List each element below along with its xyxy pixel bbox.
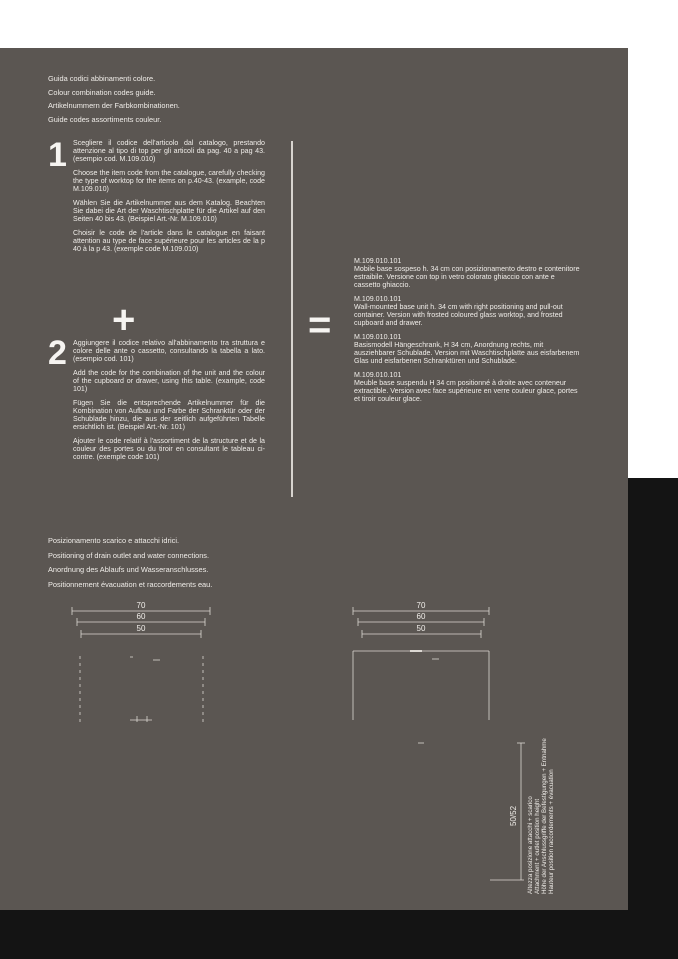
intro-line-en: Colour combination codes guide. [48, 87, 156, 97]
intro-line-it: Guida codici abbinamenti colore. [48, 74, 156, 83]
result-fr-text: Meuble base suspendu H 34 cm positionné à droite avec conteneur extractible. Version avec face supérieure en verre couleur glace, portes et tiroir couleur glace. [354, 379, 578, 403]
step-2-fr: Ajouter le code relatif à l'assortiment de la structure et de la couleur des portes ou du tiroir en consultant le tableau ci-contre. (exemple code 101) [73, 437, 265, 461]
height-legend-fr: Hauteur position raccordements + évacuation [548, 769, 555, 894]
height-legend-it: Altezza posizione attacchi + scarico [527, 796, 534, 894]
drain-line-en: Positioning of drain outlet and water connections. [48, 550, 210, 560]
step-2-de: Fügen Sie die entsprechende Artikelnummer für die Kombination von Aufbau und Farbe der Schranktür oder der Schublade hinzu, die aus der seitlich aufgeführten Tabelle ersichtlich ist. (Beispiel Art.-Nr. 101) [73, 399, 265, 431]
drain-line-de: Anordnung des Ablaufs und Wasseranschlusses. [48, 565, 209, 574]
equals-symbol: = [308, 303, 332, 347]
step-1-it: Scegliere il codice dell'articolo dal catalogo, prestando attenzione al tipo di top per gli articoli da pag. 40 a pag 43. (esempio cod. M.109.010) [73, 139, 265, 163]
left-dim-70: 70 [136, 601, 146, 610]
right-dim-50: 50 [416, 624, 426, 633]
drain-line-it: Posizionamento scarico e attacchi idrici. [48, 536, 180, 545]
result-it-text: Mobile base sospeso h. 34 cm con posizionamento destro e contenitore estraibile. Versione con top in vetro colorato ghiaccio con ante e cassetto ghiaccio. [354, 265, 580, 289]
drain-line-fr: Positionnement évacuation et raccordements eau. [48, 579, 213, 589]
right-drawing [353, 607, 525, 880]
step-2-it: Aggiungere il codice relativo all'abbinamento tra struttura e colore delle ante o cassetto, consultando la tabella a lato. (esempio cod. 101) [73, 339, 265, 363]
height-legend-en: Attachment + outlet position height [534, 798, 541, 894]
intro-line-de: Artikelnummern der Farbkombinationen. [48, 101, 180, 110]
result-en-code: M.109.010.101 [354, 295, 402, 303]
step-1-number: 1 [48, 136, 67, 174]
step-2-number: 2 [48, 334, 67, 372]
result-en-text: Wall-mounted base unit h. 34 cm with right positioning and pull-out container. Version with frosted coloured glass worktop, and frosted cupboard and drawer. [354, 303, 563, 327]
intro-line-fr: Guide codes assortiments couleur. [48, 114, 162, 124]
plus-symbol: + [112, 298, 136, 342]
result-fr-code: M.109.010.101 [354, 371, 402, 379]
right-dim-60: 60 [416, 612, 426, 621]
result-de-text: Basismodell Hängeschrank, H 34 cm, Anordnung rechts, mit ausziehbarer Schublade. Version mit Waschtischplatte aus eisfarbenem Glas und eisfarbenen Schranktüren und Schublade. [354, 341, 580, 365]
left-dim-60: 60 [136, 612, 146, 621]
step-2-en: Add the code for the combination of the unit and the colour of the cupboard or drawer, using this table. (example, code 101) [73, 369, 265, 393]
result-it-code: M.109.010.101 [354, 257, 402, 265]
height-dimension-label: 50/52 [509, 805, 518, 826]
height-legend-de: Höhe der Anschlussgriffe der Befestigungen + Entnahme [541, 738, 548, 894]
left-dim-50: 50 [136, 624, 146, 633]
step-1-fr: Choisir le code de l'article dans le catalogue en faisant attention au type de face supérieure pour les articles de la p 40 à la p 43. (exemple code M.109.010) [73, 229, 265, 253]
step-1-de: Wählen Sie die Artikelnummer aus dem Katalog. Beachten Sie dabei die Art der Waschtischplatte für die Artikel auf den Seiten 40 bis 43. (Beispiel Art.-Nr. M.109.010) [73, 199, 265, 223]
right-dim-70: 70 [416, 601, 426, 610]
step-1-en: Choose the item code from the catalogue, carefully checking the type of worktop for the items on p.40-43. (example, code M.109.010) [73, 169, 265, 193]
result-de-code: M.109.010.101 [354, 333, 402, 341]
